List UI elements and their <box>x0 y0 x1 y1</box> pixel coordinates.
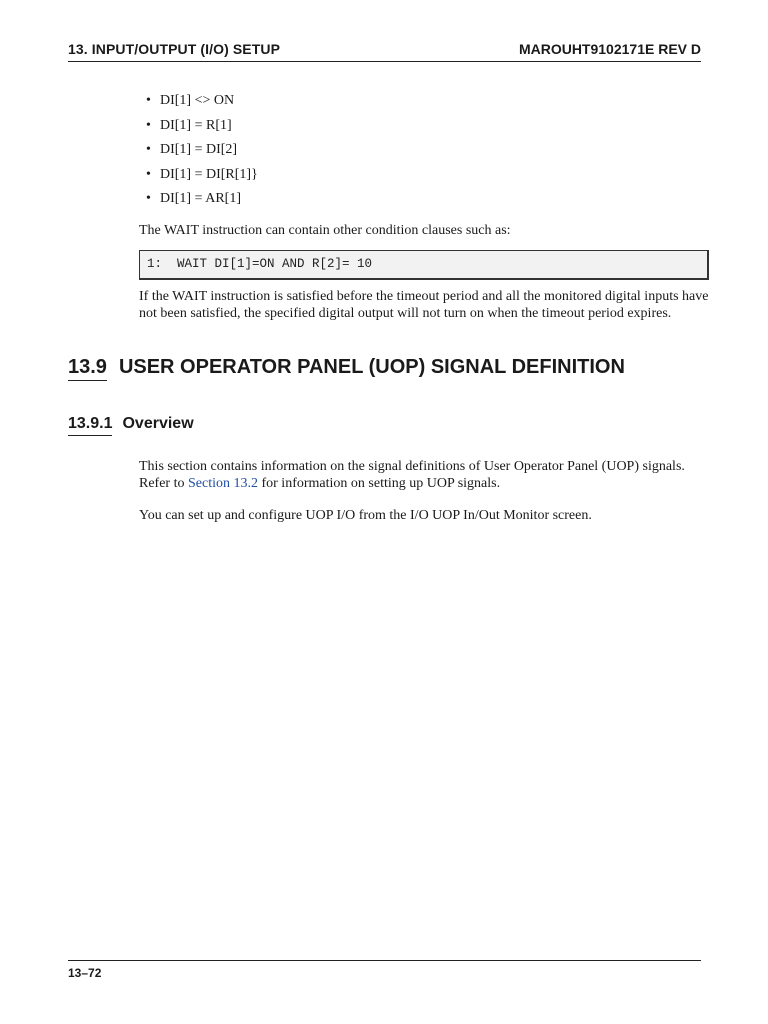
refer-prefix: Refer to <box>139 476 188 491</box>
list-item-text: DI[1] = AR[1] <box>160 191 241 206</box>
page-footer <box>68 960 701 980</box>
chapter-title: 13. INPUT/OUTPUT (I/O) SETUP <box>68 41 281 57</box>
section-number: 13.9 <box>68 356 107 381</box>
condition-list <box>146 92 258 215</box>
paragraph-line: This section contains information on the signal definitions of User Operator Panel (UOP) signals. <box>139 459 685 474</box>
subsection-number: 13.9.1 <box>68 415 112 436</box>
list-item <box>146 117 258 142</box>
overview-paragraph <box>139 458 709 492</box>
list-item <box>146 92 258 117</box>
code-example: 1: WAIT DI[1]=ON AND R[2]= 10 <box>139 250 709 280</box>
list-item-text: DI[1] <> ON <box>160 93 235 108</box>
subsection-heading <box>68 415 194 436</box>
bullet-icon: • <box>146 117 151 133</box>
wait-intro-paragraph: The WAIT instruction can contain other condition clauses such as: <box>139 223 511 238</box>
section-title: USER OPERATOR PANEL (UOP) SIGNAL DEFINITION <box>118 356 625 378</box>
refer-suffix: for information on setting up UOP signals. <box>257 476 501 491</box>
paragraph-line: not been satisfied, the specified digital output will not turn on when the timeout period expires. <box>139 306 672 321</box>
document-id: MAROUHT9102171E REV D <box>518 41 701 57</box>
subsection-title: Overview <box>122 415 194 432</box>
bullet-icon: • <box>146 93 151 108</box>
list-item <box>146 166 258 191</box>
list-item <box>146 141 258 166</box>
list-item <box>146 190 258 215</box>
bullet-icon: • <box>146 142 151 157</box>
paragraph-line: If the WAIT instruction is satisfied before the timeout period and all the monitored digital inputs have <box>139 289 709 304</box>
section-heading <box>68 356 625 381</box>
bullet-icon: • <box>146 191 151 206</box>
list-item-text: DI[1] = DI[2] <box>160 142 238 157</box>
setup-paragraph: You can set up and configure UOP I/O from the I/O UOP In/Out Monitor screen. <box>139 508 592 523</box>
list-item-text: DI[1] = R[1] <box>160 117 232 133</box>
page-number: 13–72 <box>68 966 102 980</box>
bullet-icon: • <box>146 166 151 182</box>
timeout-paragraph <box>139 288 709 322</box>
list-item-text: DI[1] = DI[R[1]} <box>160 166 258 182</box>
section-13-2-link[interactable]: Section 13.2 <box>187 476 258 491</box>
running-header <box>68 40 701 62</box>
